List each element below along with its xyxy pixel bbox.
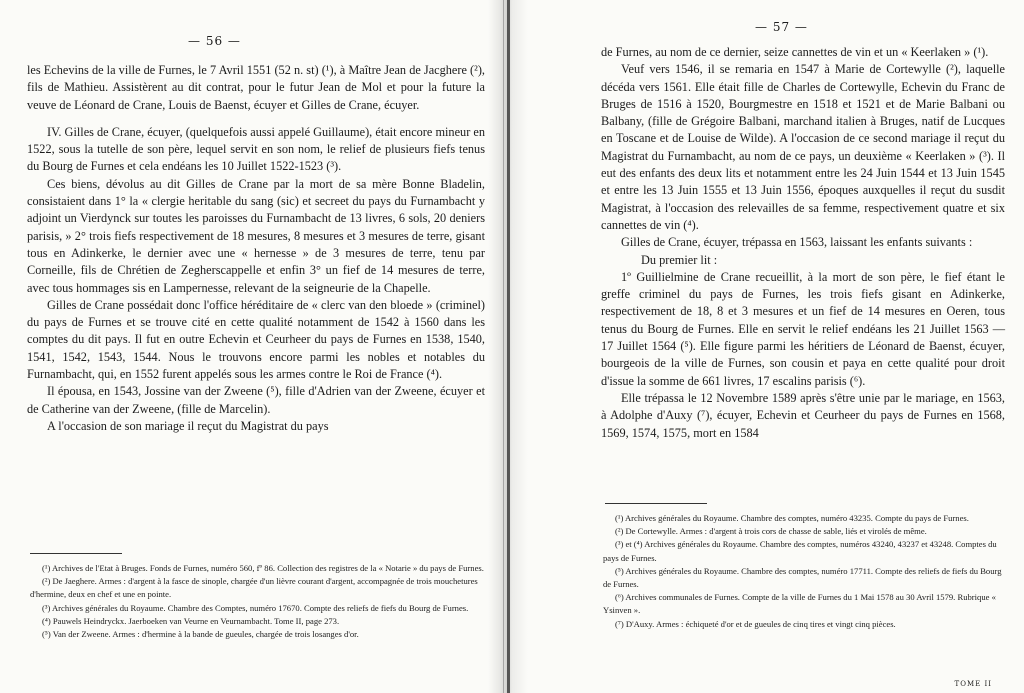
footnote: (¹) Archives générales du Royaume. Chambre des comptes, numéro 43235. Compte du pays de Furnes. [615, 513, 969, 523]
footnote: (⁶) Archives communales de Furnes. Compte de la ville de Furnes du 1 Mai 1578 au 30 Avril 1579. Rubrique « Ysinven ». [603, 592, 996, 616]
paragraph: les Echevins de la ville de Furnes, le 7 Avril 1551 (52 n. st) (¹), à Maître Jean de Jacghere (²), fils de Mathieu. Assistèrent au dit contrat, pour le futur Jean de Mol et pour la future la veuve de Léonard de Crane, Louis de Baenst, écuyer et Gilles de Crane, écuyer. [27, 63, 485, 112]
footnote: (¹) Archives de l'Etat à Bruges. Fonds de Furnes, numéro 560, fº 86. Collection des registres de la « Notarie » du pays de Furnes. [42, 563, 484, 573]
footnote: (²) De Jaeghere. Armes : d'argent à la fasce de sinople, chargée d'un lièvre courant d'argent, accompagnée de trois mouchetures d'hermine, deux en chef et une en pointe. [30, 576, 478, 600]
page-number: — 57 — [755, 20, 808, 34]
footnote: (⁵) Archives générales du Royaume. Chambre des comptes, numéro 17711. Compte des reliefs de fiefs du Bourg de Furnes. [603, 565, 1002, 590]
paragraph: Gilles de Crane possédait donc l'office héréditaire de « clerc van den bloede » (criminel) du pays de Furnes et se trouve cité en cette qualité notamment de 1542 à 1560 dans les comptes du dit pays. Il fut en outre Echevin et Ceurheer du pays de Furnes en 1538, 1540, 1541, 1542, 1543, 1544. Nous le trouvons encore parmi les nobles et notables du Furnambacht, qui, en 1552 furent appelés sous les armes contre le Roi de France (⁴). [27, 297, 485, 382]
paragraph: Il épousa, en 1543, Jossine van der Zweene (⁵), fille d'Adrien van der Zweene, écuyer et de Catherine van der Zweene, (fille de Marcelin). [27, 384, 485, 416]
footnote: (³) Archives générales du Royaume. Chambre des Comptes, numéro 17670. Compte des reliefs de fiefs du Bourg de Furnes. [42, 602, 469, 613]
section-heading-paragraph: IV. Gilles de Crane, écuyer, (quelquefois aussi appelé Guillaume), était encore mineur en 1522, sous la tutelle de son père, lequel servit en son nom, le relief de plusieurs fiefs tenus du Bourg de Furnes et cela endéans les 10 Juillet 1522-1523 (³). [27, 124, 485, 174]
footnote: (²) De Cortewylle. Armes : d'argent à trois cors de chasse de sable, liés et virolés de même. [615, 526, 927, 537]
footnote: (⁷) D'Auxy. Armes : échiqueté d'or et de gueules de cinq tires et vingt cinq pièces. [615, 618, 896, 629]
paragraph: Veuf vers 1546, il se remaria en 1547 à Marie de Cortewylle (²), laquelle décéda vers 1561. Elle était fille de Charles de Cortewylle, Echevin du Franc de Bruges de 1516 à 1520, Bourgmestre en 1518 et 1521 et de Marie Balbani ou Balbany, (fille de Grégoire Balbani, marchand italien à Bruges, natif de Lucques en Toscane et de Louise de Wilde). A l'occasion de ce second mariage il reçut du Magistrat du Furnambacht, au nom de ce pays, un deuxième « Keerlaken » (³). Il eut des enfants des deux lits et notamment entre les 24 Juin 1544 et 13 Juin 1545 et entre les 13 Juin 1555 et 13 Juin 1556, époques auxquelles il reçut du susdit Magistrat, à l'occasion des relevailles de sa femme, respectivement quatre et six cannettes de vin (⁴). [601, 62, 1005, 232]
page-body [601, 44, 1005, 442]
paragraph: de Furnes, au nom de ce dernier, seize cannettes de vin et un « Keerlaken » (¹). [601, 45, 989, 59]
page-body [27, 62, 485, 435]
page-number: — 56 — [188, 34, 241, 48]
footnote: (⁵) Van der Zweene. Armes : d'hermine à la bande de gueules, chargée de trois losanges d'or. [42, 629, 359, 640]
book-spine-edge [503, 0, 504, 693]
book-spine [507, 0, 510, 693]
footnotes [30, 562, 486, 641]
footnote: (⁴) Pauwels Heindryckx. Jaerboeken van Veurne en Veurnambacht. Tome II, page 273. [42, 615, 340, 626]
subheading: Du premier lit : [641, 252, 718, 267]
paragraph: 1º Guillielmine de Crane recueillit, à la mort de son père, le fief étant le greffe criminel du pays de Furnes, les trois fiefs gisant en Adinkerke, respectivement de 18, 8 et 3 mesures et un fief de 14 mesures en Oeren, tous tenus du Bourg de Furnes. Elle en servit le relief endéans les 21 Juillet 1563 — 17 Juillet 1564 (⁵). Elle figure parmi les héritiers de Léonard de Baenst, écuyer, bourgeois de la ville de Furnes, son cousin et paya en cette qualité pour droit d'issue la somme de 661 livres, 17 escalins parisis (⁶). [601, 269, 1005, 388]
footnote-rule [605, 503, 707, 504]
paragraph: Gilles de Crane, écuyer, trépassa en 1563, laissant les enfants suivants : [621, 235, 973, 250]
paragraph: A l'occasion de son mariage il reçut du Magistrat du pays [47, 418, 329, 433]
footnotes [603, 512, 1005, 631]
paragraph: Elle trépassa le 12 Novembre 1589 après s'être unie par le mariage, en 1563, à Adolphe d'Auxy (⁷), écuyer, Echevin et Ceurheer du pays de Furnes en 1568, 1569, 1574, 1575, mort en 1584 [601, 390, 1005, 440]
paragraph: Ces biens, dévolus au dit Gilles de Crane par la mort de sa mère Bonne Bladelin, consistaient dans 1° la « clergie heritable du sang (sic) et secreet du pays du Furnambacht y adjoint un Vierdynck sur toutes les paroisses du Furnambacht de 13 livres, 6 sols, 20 deniers parisis, » 2° trois fiefs respectivement de 18 mesures, 8 mesures et 3 mesures de terre, gisant tous en Adinkerke, le dernier avec une « hernesse » de 3 mesures de terre, tenu par Corneille, fils de Chrétien de Zegherscappelle et enfin 3° un fief de 14 mesures de terre, avec tous hommages sis en Lampernesse, relevant de la seigneurie de la Chapelle. [27, 176, 485, 295]
footnote: (³) et (⁴) Archives générales du Royaume. Chambre des comptes, numéros 43240, 43237 et 43248. Comptes du pays de Furnes. [603, 539, 997, 563]
footnote-rule [30, 553, 122, 554]
signature-mark: TOME II [954, 680, 992, 688]
